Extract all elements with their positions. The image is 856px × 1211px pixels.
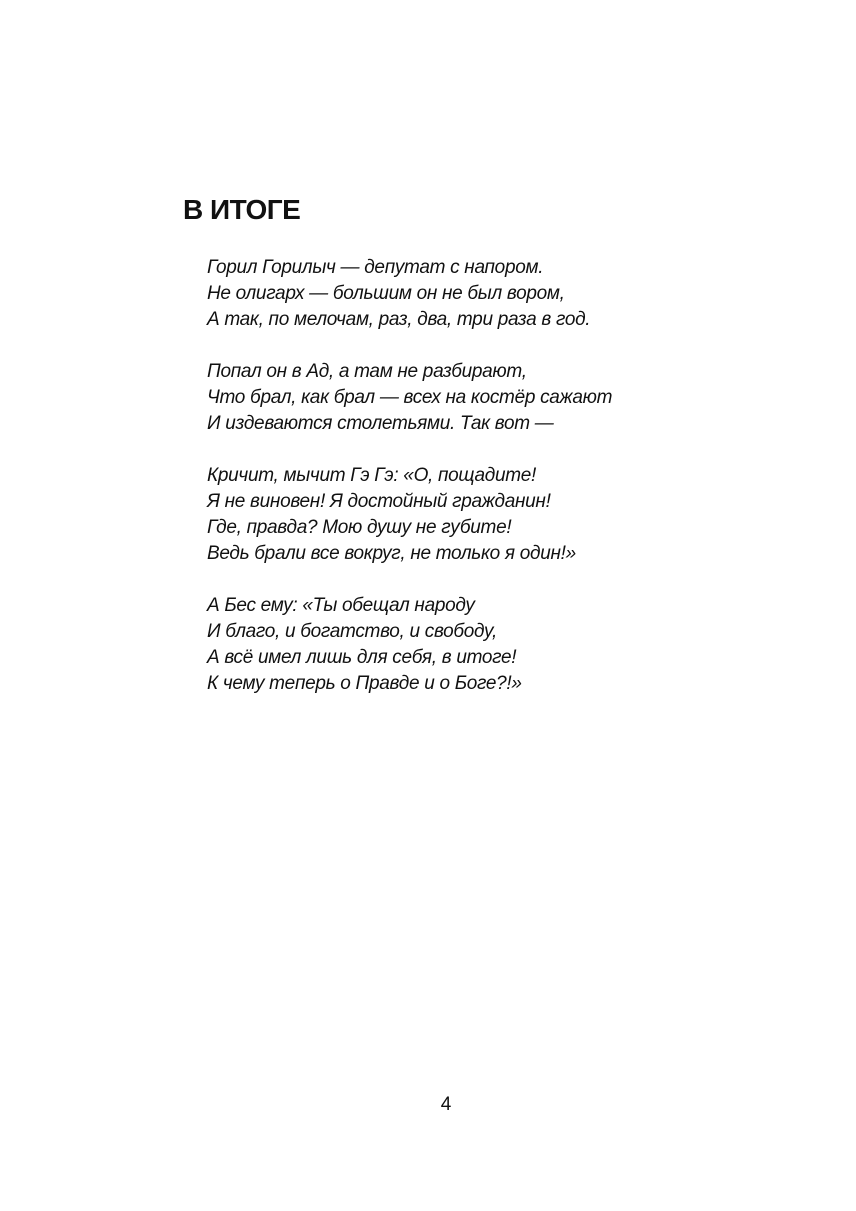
stanza-2 [207, 359, 767, 437]
poem-line: Попал он в Ад, а там не разбирают, [207, 361, 527, 382]
poem-line: Я не виновен! Я достойный гражданин! [207, 491, 551, 512]
poem-line: Не олигарх — большим он не был вором, [207, 283, 565, 304]
poem-line: И благо, и богатство, и свободу, [207, 621, 497, 642]
poem-line: Где, правда? Мою душу не губите! [207, 517, 512, 538]
stanza-3 [207, 463, 767, 567]
poem-line: А так, по мелочам, раз, два, три раза в год. [207, 309, 591, 330]
poem-line: А всё имел лишь для себя, в итоге! [207, 647, 517, 668]
poem-line: Горил Горилыч — депутат с напором. [207, 257, 544, 278]
poem-body [207, 255, 767, 723]
poem-line: К чему теперь о Правде и о Боге?!» [207, 673, 522, 694]
poem-line: И издеваются столетьями. Так вот — [207, 413, 554, 434]
poem-line: Ведь брали все вокруг, не только я один!» [207, 543, 576, 564]
stanza-4 [207, 593, 767, 697]
stanza-1 [207, 255, 767, 333]
poem-line: Кричит, мычит Гэ Гэ: «О, пощадите! [207, 465, 537, 486]
page-number: 4 [440, 1094, 452, 1115]
poem-line: А Бес ему: «Ты обещал народу [207, 595, 475, 616]
poem-line: Что брал, как брал — всех на костёр сажают [207, 387, 613, 408]
poem-title: В ИТОГЕ [183, 194, 301, 225]
